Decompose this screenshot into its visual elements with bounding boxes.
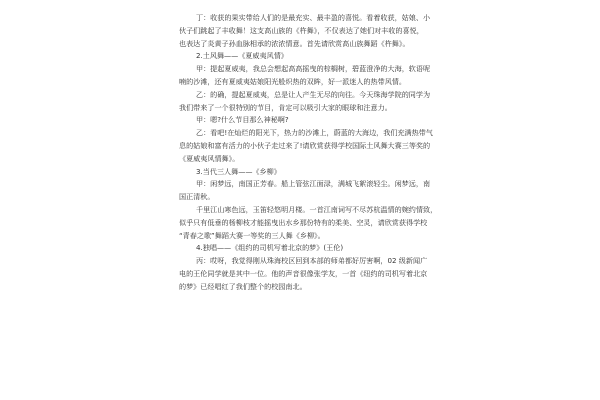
paragraph-line: 似乎只有低垂的杨柳枝才能摇曳出水乡那份特有的柔美、空灵，请欣赏获得学校: [179, 217, 428, 227]
paragraph-line: 伙子们跳起了丰收舞！这支高山族的《杵舞》，不仅表达了她们对丰收的喜悦，: [179, 25, 424, 35]
paragraph-line: 丙：哎呀，我觉得刚从珠海校区回到本部的师弟都好厉害啊，02 级新闻广: [196, 256, 428, 266]
paragraph-line: 电的王伦同学就是其中一位。他的声音很像张学友，一首《纽约的司机写着北京: [179, 268, 428, 278]
paragraph-line: 乙：看吧!在灿烂的阳光下，热力的沙滩上，蔚蓝的大海边，我们充满热带气: [196, 128, 433, 138]
paragraph-line: 《夏威夷风情舞》。: [179, 153, 240, 163]
paragraph-line: 我们带来了一个很特别的节目，肯定可以吸引大家的眼球和注意力。: [179, 102, 392, 112]
paragraph-line: 也表达了炎黄子孙血脉相承的浓浓情意。首先请欣赏高山族舞蹈《杵舞》。: [179, 38, 410, 48]
paragraph-line: 喃的沙滩，还有夏威夷姑娘阳光般炽热的双眸，好一派迷人的热带风情。: [179, 76, 406, 86]
section-heading: 3.当代三人舞——《乡柳》: [196, 166, 281, 176]
paragraph-line: 甲：嗯?什么节目那么神秘啊?: [196, 115, 289, 125]
section-heading: 2.土风舞——《夏威夷风情》: [196, 51, 288, 61]
paragraph-line: 的梦》已经唱红了我们整个的校园南北。: [179, 281, 307, 291]
paragraph-line: 息的姑娘和富有活力的小伙子走过来了!请欣赏获得学校国际土风舞大赛三等奖的: [179, 140, 431, 150]
document-body: [0, 12, 600, 294]
section-heading: 4.独唱——《组约的司机写着北京的梦》(王伦): [196, 243, 344, 253]
paragraph-line: 甲：闲梦远，南国正芳春。船上管弦江面渌，满城飞絮滚轻尘。闲梦远，南: [196, 179, 431, 189]
paragraph-line: “青春之歌”舞蹈大赛一等奖的三人舞《乡柳》。: [179, 230, 325, 240]
paragraph-line: 甲：提起夏威夷，我总会想起高高摇曳的棕榈树，碧蓝澄净的大海，软语呢: [196, 64, 431, 74]
paragraph-line: 国正清秋。: [179, 192, 215, 202]
paragraph-line: 千里江山寒色远，玉笛轻悠明月楼。一首江南词写不尽苏杭温情的婉约情致，: [196, 204, 438, 214]
paragraph-line: 乙：的确，提起夏威夷，总是让人产生无尽的向往。今天珠海学院的同学为: [196, 89, 431, 99]
paragraph-line: 丁：收获的果实带给人们的是最充实、最丰盈的喜悦。看着收获，姑娘、小: [196, 13, 431, 22]
